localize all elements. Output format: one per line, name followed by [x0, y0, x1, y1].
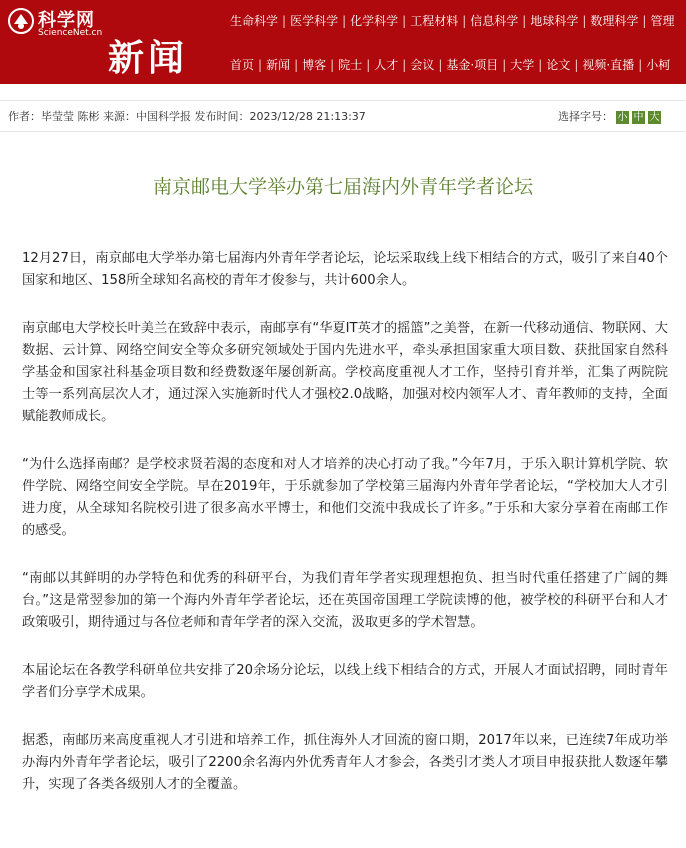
nav-separator: | — [522, 14, 527, 28]
main-nav-link[interactable]: 博客 — [302, 58, 327, 72]
main-nav-link[interactable]: 会议 — [410, 58, 435, 72]
category-link[interactable]: 工程材料 — [410, 14, 459, 28]
nav-separator: | — [582, 14, 587, 28]
main-nav-link[interactable]: 论文 — [546, 58, 571, 72]
category-link[interactable]: 信息科学 — [470, 14, 519, 28]
category-link[interactable]: 医学科学 — [290, 14, 339, 28]
category-link[interactable]: 生命科学 — [230, 14, 279, 28]
nav-separator: | — [402, 58, 407, 72]
category-link[interactable]: 地球科学 — [530, 14, 579, 28]
article-meta-bar — [0, 100, 686, 132]
article-byline: 作者：毕莹莹 陈彬 来源：中国科学报 发布时间：2023/12/28 21:13:37 — [8, 110, 366, 123]
nav-separator: | — [294, 58, 299, 72]
main-nav-link[interactable]: 视频·直播 — [582, 58, 635, 72]
article-paragraph: 南京邮电大学校长叶美兰在致辞中表示，南邮享有“华夏IT英才的摇篮”之美誉，在新一代移动通信、物联网、大数据、云计算、网络空间安全等众多研究领域处于国内先进水平，牵头承担国家重大项目数、获批国家自然科学基金和国家社科基金项目数和经费数逐年屡创新高。学校高度重视人才工作，坚持引育并举，汇集了两院院士等一系列高层次人才，通过深入实施新时代人才强校2.0战略，加强对校内领军人才、青年教师的支持，全面赋能教师成长。 — [22, 321, 668, 424]
sciencenet-logo[interactable] — [8, 6, 108, 42]
main-nav-link[interactable]: 新闻 — [266, 58, 291, 72]
nav-separator: | — [502, 58, 507, 72]
logo-emblem-icon — [8, 8, 34, 34]
logo-domain: ScienceNet.cn — [38, 28, 103, 38]
nav-separator: | — [438, 58, 443, 72]
nav-separator: | — [642, 14, 647, 28]
nav-separator: | — [538, 58, 543, 72]
nav-separator: | — [366, 58, 371, 72]
channel-title[interactable]: 新闻 — [108, 37, 189, 79]
site-header — [0, 0, 686, 84]
font-large-button[interactable]: 大 — [649, 111, 660, 123]
nav-separator: | — [574, 58, 579, 72]
article-body — [22, 248, 668, 822]
nav-separator: | — [258, 58, 263, 72]
article-paragraph: “为什么选择南邮？是学校求贤若渴的态度和对人才培养的决心打动了我。”今年7月，于乐入职计算机学院、软件学院、网络空间安全学院。早在2019年，于乐就参加了学校第三届海内外青年学者论坛，“学校加大人才引进力度，从全球知名院校引进了很多高水平博士，和他们交流中我成长了许多。”于乐和大家分享着在南邮工作的感受。 — [22, 457, 668, 538]
font-size-label: 选择字号： — [558, 110, 613, 123]
main-nav-link[interactable]: 小柯 — [646, 58, 671, 72]
main-nav-link[interactable]: 首页 — [230, 58, 255, 72]
nav-separator: | — [402, 14, 407, 28]
main-nav-link[interactable]: 人才 — [374, 58, 399, 72]
top-category-nav — [230, 12, 674, 29]
logo-text: 科学网 — [38, 10, 95, 31]
article-paragraph: 本届论坛在各教学科研单位共安排了20余场分论坛，以线上线下相结合的方式，开展人才面试招聘，同时青年学者们分享学术成果。 — [22, 663, 668, 700]
article-title: 南京邮电大学举办第七届海内外青年学者论坛 — [152, 176, 533, 198]
article-paragraph: “南邮以其鲜明的办学特色和优秀的科研平台，为我们青年学者实现理想抱负、担当时代重任搭建了广阔的舞台。”这是常翌参加的第一个海内外青年学者论坛，还在英国帝国理工学院读博的他，被学校的科研平台和人才政策吸引，期待通过与各位老师和青年学者的深入交流，汲取更多的学术智慧。 — [22, 571, 668, 630]
main-nav — [230, 56, 670, 73]
nav-separator: | — [462, 14, 467, 28]
font-size-selector — [558, 108, 661, 124]
nav-separator: | — [282, 14, 287, 28]
category-link[interactable]: 数理科学 — [590, 14, 639, 28]
nav-separator: | — [330, 58, 335, 72]
nav-separator: | — [638, 58, 643, 72]
main-nav-link[interactable]: 基金·项目 — [446, 58, 499, 72]
article-paragraph: 据悉，南邮历来高度重视人才引进和培养工作，抓住海外人才回流的窗口期，2017年以来，已连续7年成功举办海内外青年学者论坛，吸引了2200余名海内外优秀青年人才参会，各类引才类人才项目申报获批人数逐年攀升，实现了各类各级别人才的全覆盖。 — [22, 733, 668, 792]
nav-separator: | — [342, 14, 347, 28]
main-nav-link[interactable]: 大学 — [510, 58, 535, 72]
category-link[interactable]: 管理 — [650, 14, 675, 28]
category-link[interactable]: 化学科学 — [350, 14, 399, 28]
font-small-button[interactable]: 小 — [617, 111, 628, 123]
font-medium-button[interactable]: 中 — [633, 111, 644, 123]
article-paragraph: 12月27日，南京邮电大学举办第七届海内外青年学者论坛，论坛采取线上线下相结合的方式，吸引了来自40个国家和地区、158所全球知名高校的青年才俊参与，共计600余人。 — [22, 251, 668, 288]
main-nav-link[interactable]: 院士 — [338, 58, 363, 72]
